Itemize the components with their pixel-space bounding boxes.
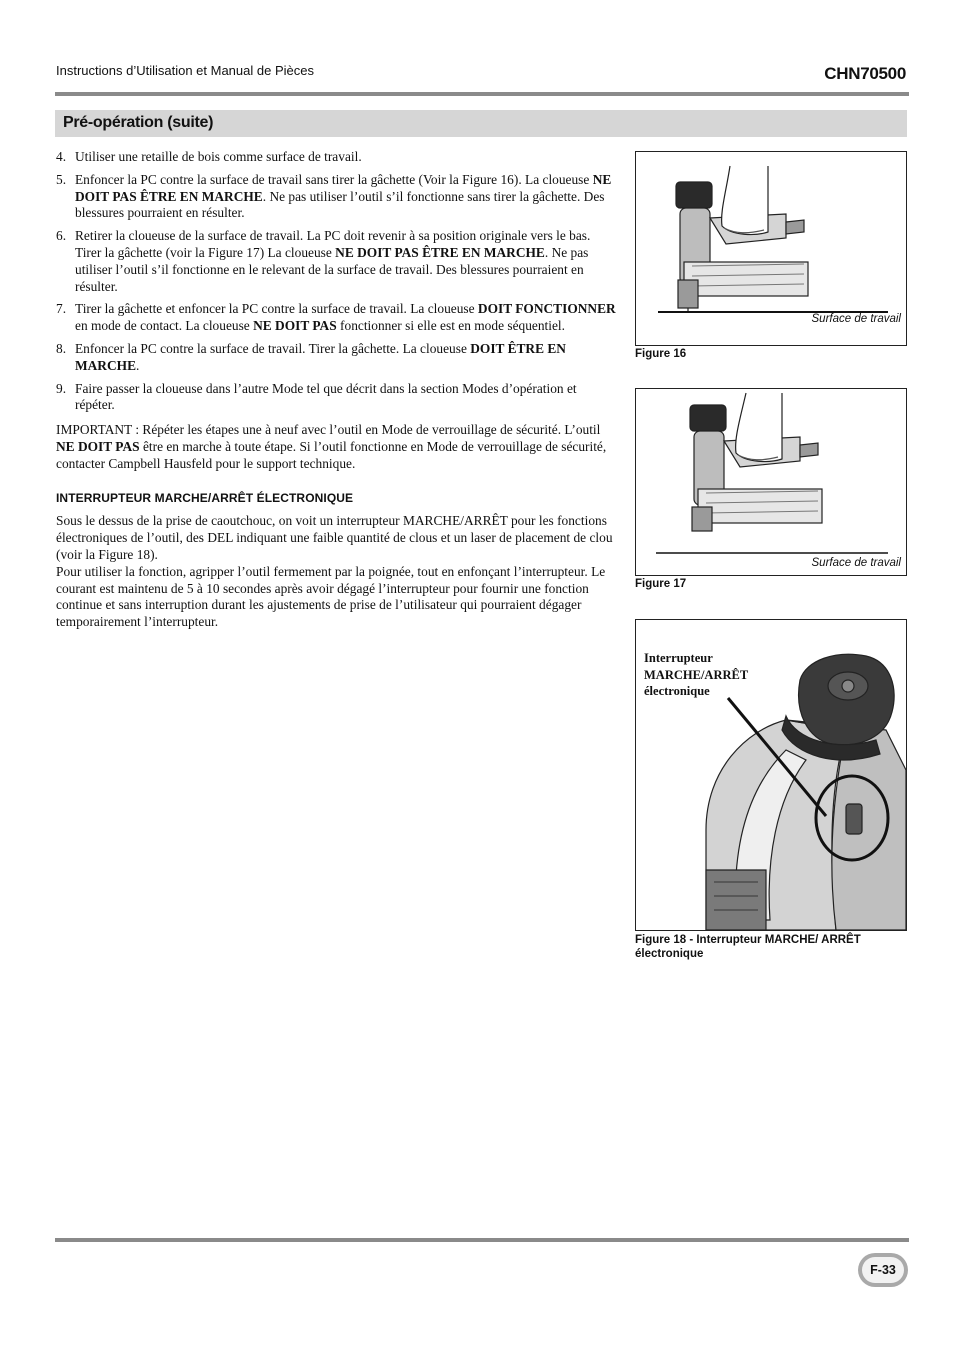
step-6: 6. Retirer la cloueuse de la surface de travail. La PC doit revenir à sa position originale vers le bas. Tirer la gâchette (voir la Figure 17) La cloueuse NE DOIT PAS ÊTRE EN MARCHE. Ne pas utiliser l’outil s’il fonctionne en le relevant de la surface de travail. Des blessures pourraient en résulter. [56,228,591,294]
steps-list [56,149,619,414]
header-doc-title: Instructions d’Utilisation et Manual de Pièces [56,63,314,78]
page-number-badge [858,1253,908,1287]
step-9: 9. Faire passer la cloueuse dans l’autre Mode tel que décrit dans la section Modes d’opération et répéter. [56,380,577,413]
section-title: Pré-opération (suite) [63,114,214,131]
section-bar [55,110,907,137]
header-rule [55,92,909,96]
footer-rule [55,1238,909,1242]
figure-18-caption: Figure 18 - Interrupteur MARCHE/ ARRÊT électronique [635,934,861,960]
step-8: 8. Enfoncer la PC contre la surface de travail. Tirer la gâchette. La cloueuse DOIT ÊTRE EN MARCHE. [56,340,566,373]
switch-paragraph-1: Sous le dessus de la prise de caoutchouc, on voit un interrupteur MARCHE/ARRÊT pour les fonctions électroniques de l’outil, des DEL indiquant une faible quantité de clous et un laser de placement de clou (voir la Figure 18). [56,513,613,562]
surface-label-16: Surface de travail [811,313,901,325]
nailer-illustration-17 [636,389,906,575]
step-5: 5. Enfoncer la PC contre la surface de travail sans tirer la gâchette (Voir la Figure 16). La cloueuse NE DOIT PAS ÊTRE EN MARCHE. Ne pas utiliser l’outil s’il fonctionne sans tirer la gâchette. Des blessures pourraient en résulter. [56,171,612,221]
switch-paragraph-2: Pour utiliser la fonction, agripper l’outil fermement par la poignée, tout en enfonçant l’interrupteur. Le courant est maintenu de 5 à 10 secondes après avoir dégagé l’interrupteur pour fournir une fonction continue et sans interruption durant les ajustements de prise de l’utilisateur qui pourraient dégager temporairement l’interrupteur. [56,563,606,630]
figure-17 [635,388,907,576]
figure-17-caption: Figure 17 [635,578,687,590]
page-number: F-33 [862,1257,904,1283]
important-note: IMPORTANT : Répéter les étapes une à neuf avec l’outil en Mode de verrouillage de sécurité. L’outil NE DOIT PAS être en marche à toute étape. Si l’outil fonctionne en Mode de verrouillage de sécurité, contacter Campbell Hausfeld pour le support technique. [56,422,607,471]
switch-callout-label: Interrupteur MARCHE/ARRÊT électronique [644,651,748,698]
step-4: 4. Utiliser une retaille de bois comme surface de travail. [56,149,362,164]
body-column [56,149,619,637]
step-7: 7. Tirer la gâchette et enfoncer la PC contre la surface de travail. La cloueuse DOIT FONCTIONNER en mode de contact. La cloueuse NE DOIT PAS fonctionner si elle est en mode séquentiel. [56,301,616,334]
figure-18 [635,619,907,931]
figure-16 [635,151,907,346]
switch-heading: INTERRUPTEUR MARCHE/ARRÊT ÉLECTRONIQUE [56,490,354,505]
header-model: CHN70500 [824,64,906,83]
surface-label-17: Surface de travail [811,557,901,569]
figure-16-caption: Figure 16 [635,348,687,360]
